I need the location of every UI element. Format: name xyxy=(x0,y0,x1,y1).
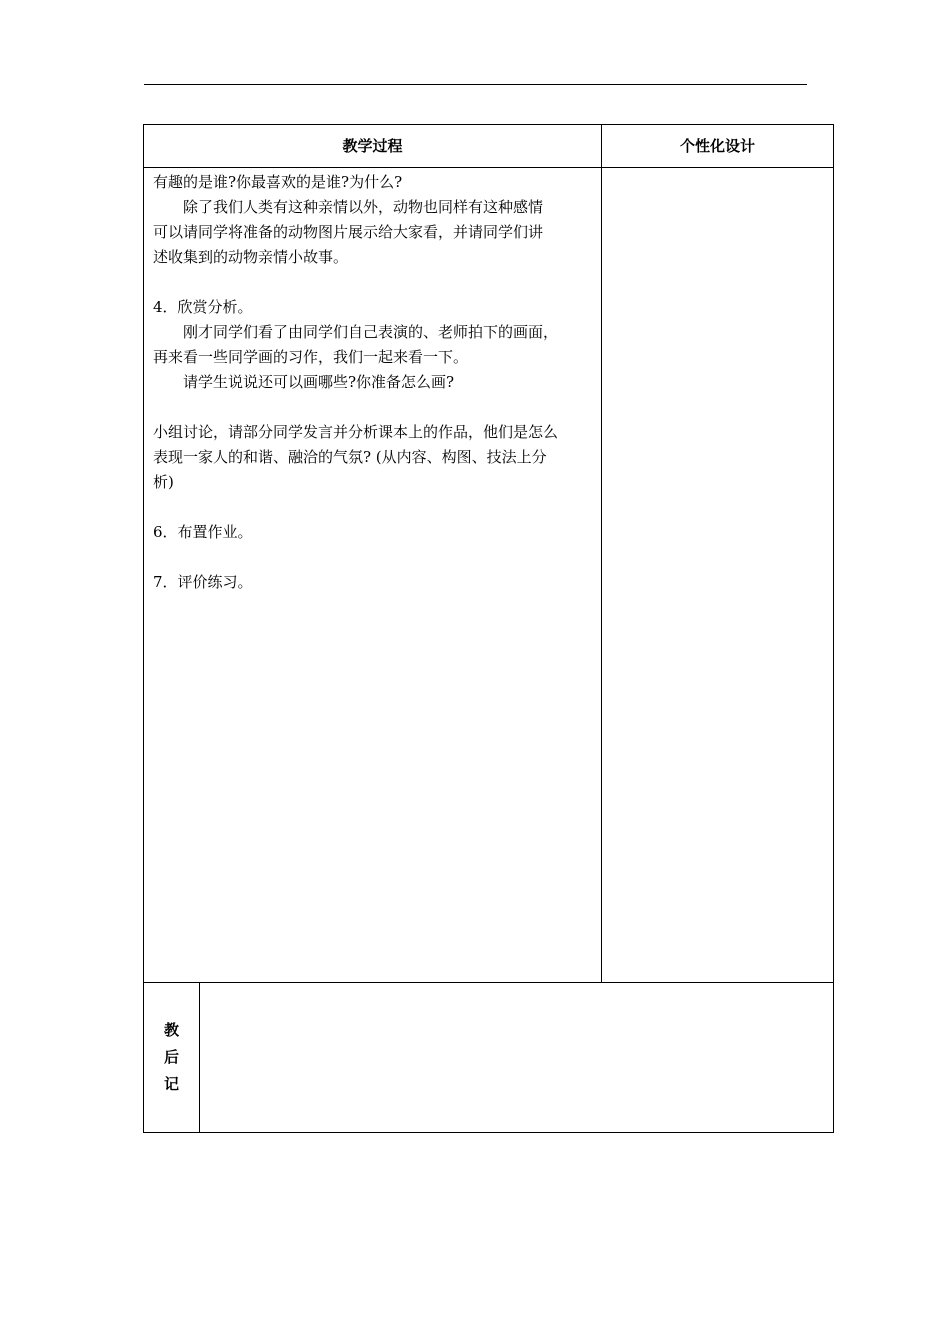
process-paragraph: 刚才同学们看了由同学们自己表演的、老师拍下的画面， xyxy=(183,323,559,341)
process-paragraph: 小组讨论，请部分同学发言并分析课本上的作品，他们是怎么 xyxy=(153,423,559,441)
column-header-teaching-process: 教学过程 xyxy=(144,125,602,168)
post-lesson-reflection-label xyxy=(144,983,200,1132)
process-paragraph: 请学生说说还可以画哪些?你准备怎么画? xyxy=(183,373,455,391)
process-paragraph: 述收集到的动物亲情小故事。 xyxy=(153,248,349,266)
process-paragraph: 7．评价练习。 xyxy=(153,573,253,591)
process-paragraph: 析) xyxy=(153,473,174,491)
process-paragraph: 表现一家人的和谐、融洽的气氛? (从内容、构图、技法上分 xyxy=(153,448,547,466)
header-rule xyxy=(144,84,807,85)
reflection-label-text: 教后记 xyxy=(163,1021,179,1093)
post-lesson-reflection-cell xyxy=(200,983,833,1132)
teaching-process-cell xyxy=(144,168,602,982)
process-paragraph: 有趣的是谁?你最喜欢的是谁?为什么? xyxy=(153,173,403,191)
column-header-personalized-design: 个性化设计 xyxy=(602,125,833,168)
lesson-plan-table xyxy=(143,124,834,1133)
process-paragraph: 6．布置作业。 xyxy=(153,523,253,541)
personalized-design-cell xyxy=(602,168,833,982)
process-paragraph: 再来看一些同学画的习作，我们一起来看一下。 xyxy=(153,348,469,366)
process-paragraph: 可以请同学将准备的动物图片展示给大家看，并请同学们讲 xyxy=(153,223,544,241)
process-paragraph: 4．欣赏分析。 xyxy=(153,298,253,316)
process-paragraph: 除了我们人类有这种亲情以外，动物也同样有这种感情 xyxy=(183,198,544,216)
